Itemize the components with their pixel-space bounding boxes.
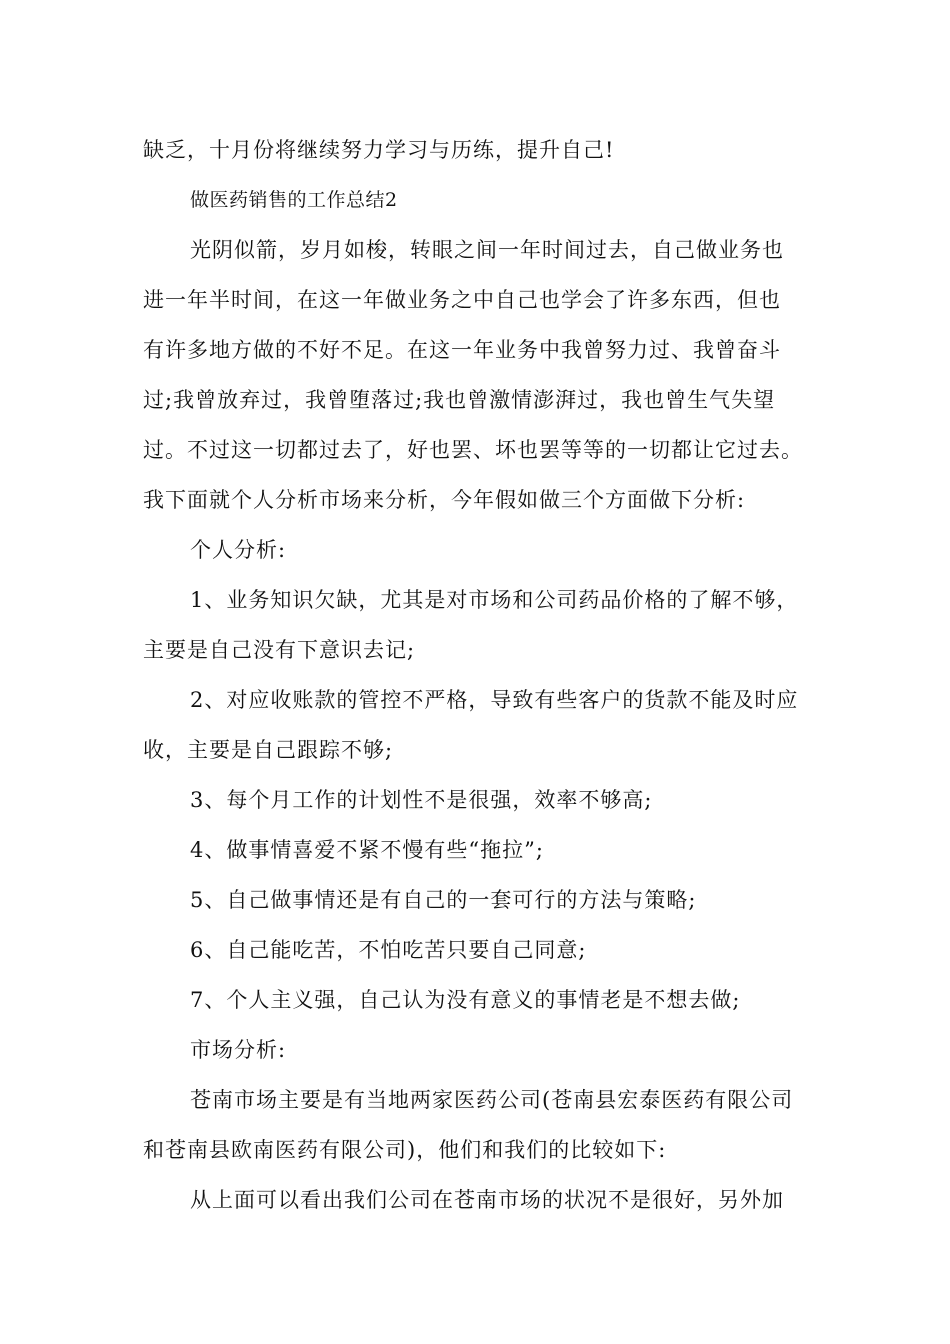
list-item: 1、业务知识欠缺，尤其是对市场和公司药品价格的了解不够， <box>190 588 799 612</box>
subheading: 个人分析: <box>190 538 287 562</box>
text-line: 有许多地方做的不好不足。在这一年业务中我曾努力过、我曾奋斗 <box>143 338 781 362</box>
section-title: 做医药销售的工作总结2 <box>190 189 398 211</box>
text-line: 主要是自己没有下意识去记; <box>143 638 416 662</box>
text-line: 和苍南县欧南医药有限公司)，他们和我们的比较如下: <box>143 1138 667 1162</box>
text-line: 光阴似箭，岁月如梭，转眼之间一年时间过去，自己做业务也 <box>190 238 784 262</box>
list-item: 6、自己能吃苦，不怕吃苦只要自己同意; <box>190 938 587 962</box>
text-line: 过。不过这一切都过去了，好也罢、坏也罢等等的一切都让它过去。 <box>143 438 803 462</box>
list-item: 7、个人主义强，自己认为没有意义的事情老是不想去做; <box>190 988 741 1012</box>
text-line: 收，主要是自己跟踪不够; <box>143 738 394 762</box>
list-item: 4、做事情喜爱不紧不慢有些“拖拉”; <box>190 838 544 862</box>
subheading: 市场分析: <box>190 1038 287 1062</box>
text-line: 进一年半时间，在这一年做业务之中自己也学会了许多东西，但也 <box>143 288 781 312</box>
text-line: 苍南市场主要是有当地两家医药公司(苍南县宏泰医药有限公司 <box>190 1088 794 1112</box>
text-line: 从上面可以看出我们公司在苍南市场的状况不是很好，另外加 <box>190 1188 784 1212</box>
list-item: 2、对应收账款的管控不严格，导致有些客户的货款不能及时应 <box>190 688 799 712</box>
list-item: 5、自己做事情还是有自己的一套可行的方法与策略; <box>190 888 697 912</box>
text-line: 过;我曾放弃过，我曾堕落过;我也曾激情澎湃过，我也曾生气失望 <box>143 388 776 412</box>
list-item: 3、每个月工作的计划性不是很强，效率不够高; <box>190 788 653 812</box>
text-line: 我下面就个人分析市场来分析，今年假如做三个方面做下分析: <box>143 488 746 512</box>
text-line: 缺乏，十月份将继续努力学习与历练，提升自己! <box>143 138 615 162</box>
